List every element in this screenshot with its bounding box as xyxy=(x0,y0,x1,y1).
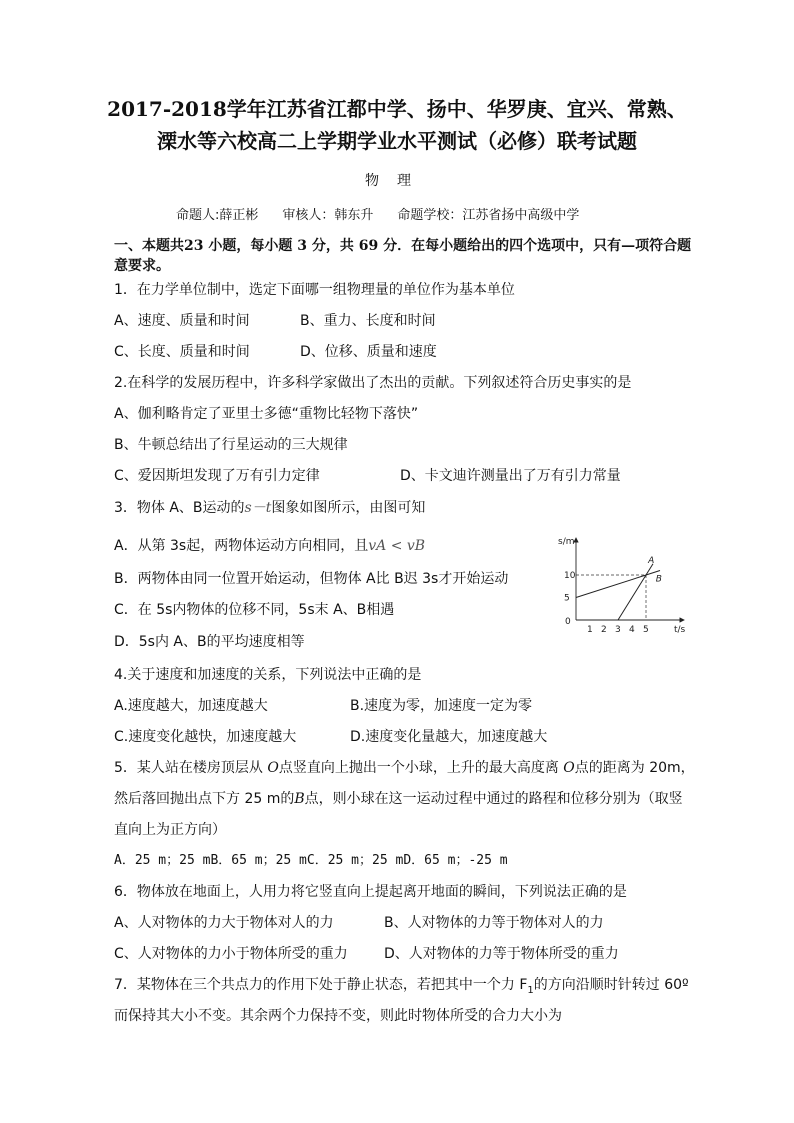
q5-text: 点的距离为 20m， xyxy=(574,760,695,776)
subject-heading: 物理 xyxy=(365,173,429,189)
q1-stem: 1．在力学单位制中，选定下面哪一组物理量的单位作为基本单位 xyxy=(114,282,515,298)
q3-stem-pre: 3．物体 A、B运动的 xyxy=(114,500,245,516)
q5-line-2 xyxy=(114,789,683,809)
q3-stem-math: s－t xyxy=(244,500,272,516)
exam-title-line-2: 溧水等六校高二上学期学业水平测试（必修）联考试题 xyxy=(157,129,637,153)
section-heading-line-1: 一、本题共23 小题，每小题 3 分，共 69 分．在每小题给出的四个选项中，只有—项符合题 xyxy=(114,238,692,254)
q4-option-a: A.速度越大，加速度越大 xyxy=(114,698,268,714)
x-tick-label: 1 xyxy=(587,625,593,635)
q5-text: 点，则小球在这一运动过程中通过的路程和位移分别为（取竖 xyxy=(304,791,683,807)
series-line-a xyxy=(618,564,653,620)
q7-line-2: 而保持其大小不变。其余两个力保持不变，则此时物体所受的合力大小为 xyxy=(114,1008,562,1024)
series-line-b xyxy=(576,571,660,598)
q3-stem xyxy=(114,498,425,518)
q5-point-o: O xyxy=(563,760,575,776)
q7-subscript: 1 xyxy=(527,984,534,996)
q1-option-d: D、位移、质量和速度 xyxy=(300,344,437,360)
x-tick-label: 5 xyxy=(643,625,649,635)
q5-line-3: 直向上为正方向） xyxy=(114,822,226,838)
q3-option-c: C．在 5s内物体的位移不同，5s末 A、B相遇 xyxy=(114,602,395,618)
x-tick-label: 2 xyxy=(601,625,607,635)
q3-option-b: B．两物体由同一位置开始运动，但物体 A比 B迟 3s才开始运动 xyxy=(114,571,509,587)
series-label-a: A xyxy=(648,555,655,566)
q7-line-1 xyxy=(114,975,689,1001)
q2-option-a: A、伽利略肯定了亚里士多德“重物比轻物下落快” xyxy=(114,406,419,422)
q3-stem-post: 图象如图所示，由图可知 xyxy=(271,500,426,516)
s-t-graph xyxy=(556,532,688,638)
q3-option-a-math: vA < vB xyxy=(368,538,426,554)
q6-option-b: B、人对物体的力等于物体对人的力 xyxy=(384,915,604,931)
q7-text: 的方向沿顺时针转过 60º xyxy=(533,977,689,993)
reviewer: 审核人：韩东升 xyxy=(282,208,374,223)
q6-option-d: D、人对物体的力等于物体所受的重力 xyxy=(384,946,619,962)
y-tick-label: 5 xyxy=(564,593,570,604)
q2-stem: 2.在科学的发展历程中，许多科学家做出了杰出的贡献。下列叙述符合历史事实的是 xyxy=(114,375,632,391)
q5-point-o: O xyxy=(267,760,279,776)
author: 命题人:薛正彬 xyxy=(176,208,259,223)
q5-options: A．25 m；25 mB．65 m；25 mC．25 m；25 mD．65 m；-25 m xyxy=(114,853,508,868)
q2-option-c: C、爱因斯坦发现了万有引力定律 xyxy=(114,468,320,484)
q4-stem: 4.关于速度和加速度的关系，下列说法中正确的是 xyxy=(114,667,422,683)
q1-option-a: A、速度、质量和时间 xyxy=(114,313,250,329)
q2-option-d: D、卡文迪许测量出了万有引力常量 xyxy=(400,468,621,484)
q5-text: 点竖直向上抛出一个小球，上升的最大高度离 xyxy=(278,760,564,776)
x-tick-label: 3 xyxy=(615,625,621,635)
q6-option-c: C、人对物体的力小于物体所受的重力 xyxy=(114,946,348,962)
q5-point-b: B xyxy=(294,791,305,807)
q4-option-d: D.速度变化量越大，加速度越大 xyxy=(350,729,548,745)
q6-stem: 6．物体放在地面上，人用力将它竖直向上提起离开地面的瞬间，下列说法正确的是 xyxy=(114,884,627,900)
q3-option-a-text: A．从第 3s起，两物体运动方向相同，且 xyxy=(114,538,369,554)
q2-option-b: B、牛顿总结出了行星运动的三大规律 xyxy=(114,437,348,453)
q1-option-c: C、长度、质量和时间 xyxy=(114,344,250,360)
school: 命题学校：江苏省扬中高级中学 xyxy=(397,208,580,223)
series-label-b: B xyxy=(655,574,662,585)
q4-option-b: B.速度为零，加速度一定为零 xyxy=(350,698,533,714)
y-tick-label: 10 xyxy=(564,571,576,581)
q6-option-a: A、人对物体的力大于物体对人的力 xyxy=(114,915,334,931)
origin-label: 0 xyxy=(565,617,571,627)
section-heading-line-2: 意要求。 xyxy=(114,258,170,274)
q1-option-b: B、重力、长度和时间 xyxy=(300,313,436,329)
q7-text: 7．某物体在三个共点力的作用下处于静止状态，若把其中一个力 F xyxy=(114,977,528,993)
x-tick-label: 4 xyxy=(629,625,635,635)
exam-title-line-1: 2017-2018学年江苏省江都中学、扬中、华罗庚、宜兴、常熟、 xyxy=(107,97,687,121)
x-axis-label: t/s xyxy=(674,625,686,635)
q5-text: 5．某人站在楼房顶层从 xyxy=(114,760,268,776)
q3-option-d: D．5s内 A、B的平均速度相等 xyxy=(114,634,305,650)
q5-text: 然后落回抛出点下方 25 m的 xyxy=(114,791,295,807)
q3-option-a xyxy=(114,536,425,556)
q5-line-1 xyxy=(114,758,695,778)
q4-option-c: C.速度变化越快，加速度越大 xyxy=(114,729,297,745)
y-axis-label: s/m xyxy=(558,537,575,547)
author-info xyxy=(176,204,603,223)
